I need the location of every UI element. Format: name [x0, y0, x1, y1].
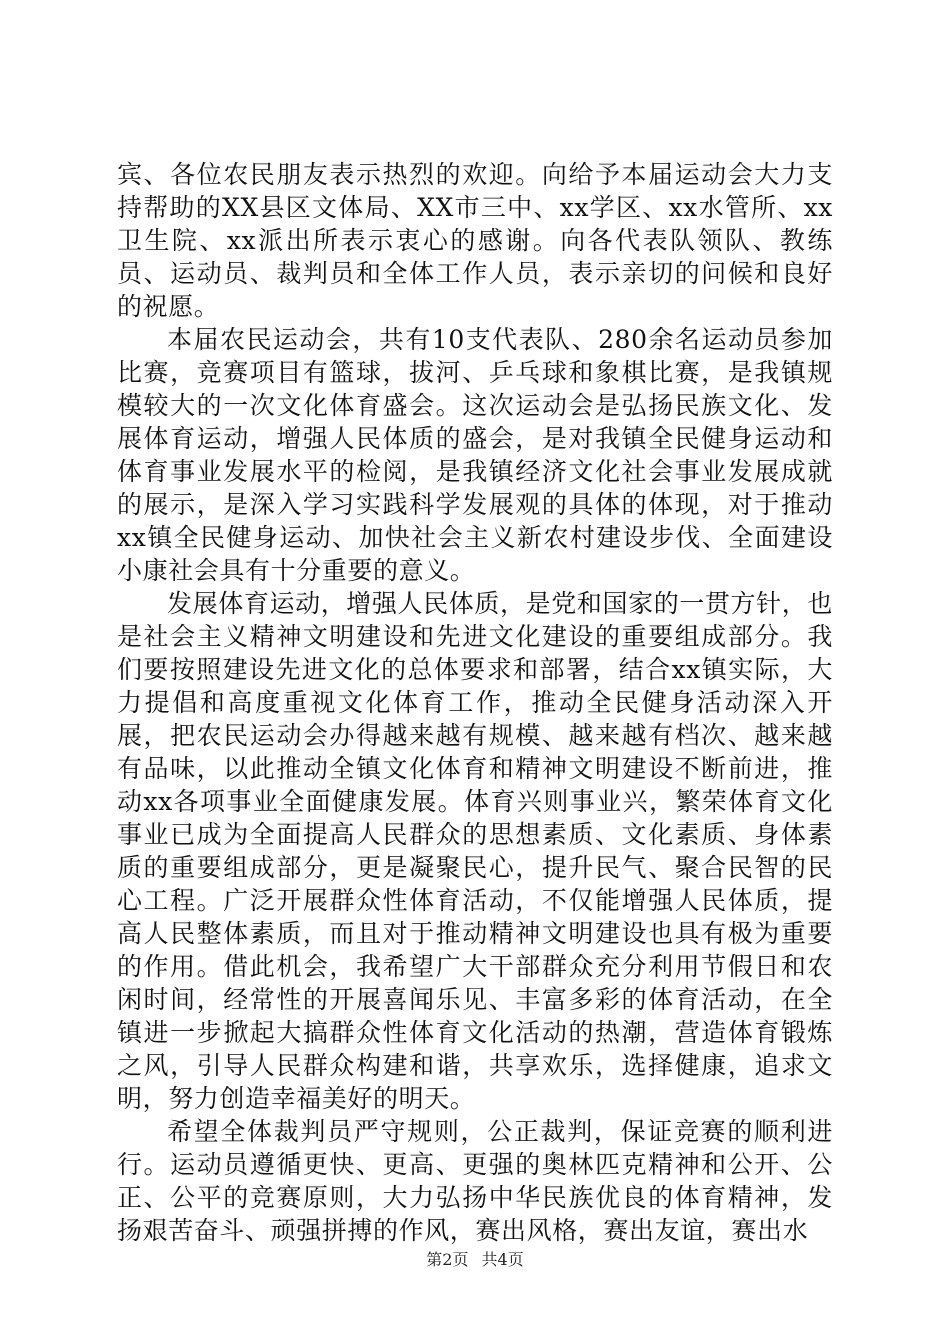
page-total: 共4页	[481, 1250, 524, 1269]
paragraph-2: 本届农民运动会，共有10支代表队、280余名运动员参加比赛，竞赛项目有篮球，拔河、乒乓球和象棋比赛，是我镇规模较大的一次文化体育盛会。这次运动会是弘扬民族文化、发展体育运动，增强人民体质的盛会，是对我镇全民健身运动和体育事业发展水平的检阅，是我镇经济文化社会事业发展成就的展示，是深入学习实践科学发展观的具体的体现，对于推动xx镇全民健身运动、加快社会主义新农村建设步伐、全面建设小康社会具有十分重要的意义。	[117, 325, 833, 585]
document-body	[117, 158, 833, 1247]
paragraph-1: 宾、各位农民朋友表示热烈的欢迎。向给予本届运动会大力支持帮助的XX县区文体局、XX市三中、xx学区、xx水管所、xx卫生院、xx派出所表示衷心的感谢。向各代表队领队、教练员、运动员、裁判员和全体工作人员，表示亲切的问候和良好的祝愿。	[117, 160, 833, 321]
page-number: 第2页	[426, 1250, 469, 1269]
paragraph-4: 希望全体裁判员严守规则，公正裁判，保证竞赛的顺利进行。运动员遵循更快、更高、更强的奥林匹克精神和公开、公正、公平的竞赛原则，大力弘扬中华民族优良的体育精神，发扬艰苦奋斗、顽强拼搏的作风，赛出风格，赛出友谊，赛出水	[117, 1117, 833, 1245]
page-footer	[0, 1250, 950, 1270]
paragraph-3: 发展体育运动，增强人民体质，是党和国家的一贯方针，也是社会主义精神文明建设和先进文化建设的重要组成部分。我们要按照建设先进文化的总体要求和部署，结合xx镇实际，大力提倡和高度重视文化体育工作，推动全民健身活动深入开展，把农民运动会办得越来越有规模、越来越有档次、越来越有品味，以此推动全镇文化体育和精神文明建设不断前进，推动xx各项事业全面健康发展。体育兴则事业兴，繁荣体育文化事业已成为全面提高人民群众的思想素质、文化素质、身体素质的重要组成部分，更是凝聚民心，提升民气、聚合民智的民心工程。广泛开展群众性体育活动，不仅能增强人民体质，提高人民整体素质，而且对于推动精神文明建设也具有极为重要的作用。借此机会，我希望广大干部群众充分利用节假日和农闲时间，经常性的开展喜闻乐见、丰富多彩的体育活动，在全镇进一步掀起大搞群众性体育文化活动的热潮，营造体育锻炼之风，引导人民群众构建和谐，共享欢乐，选择健康，追求文明，努力创造幸福美好的明天。	[117, 589, 833, 1113]
